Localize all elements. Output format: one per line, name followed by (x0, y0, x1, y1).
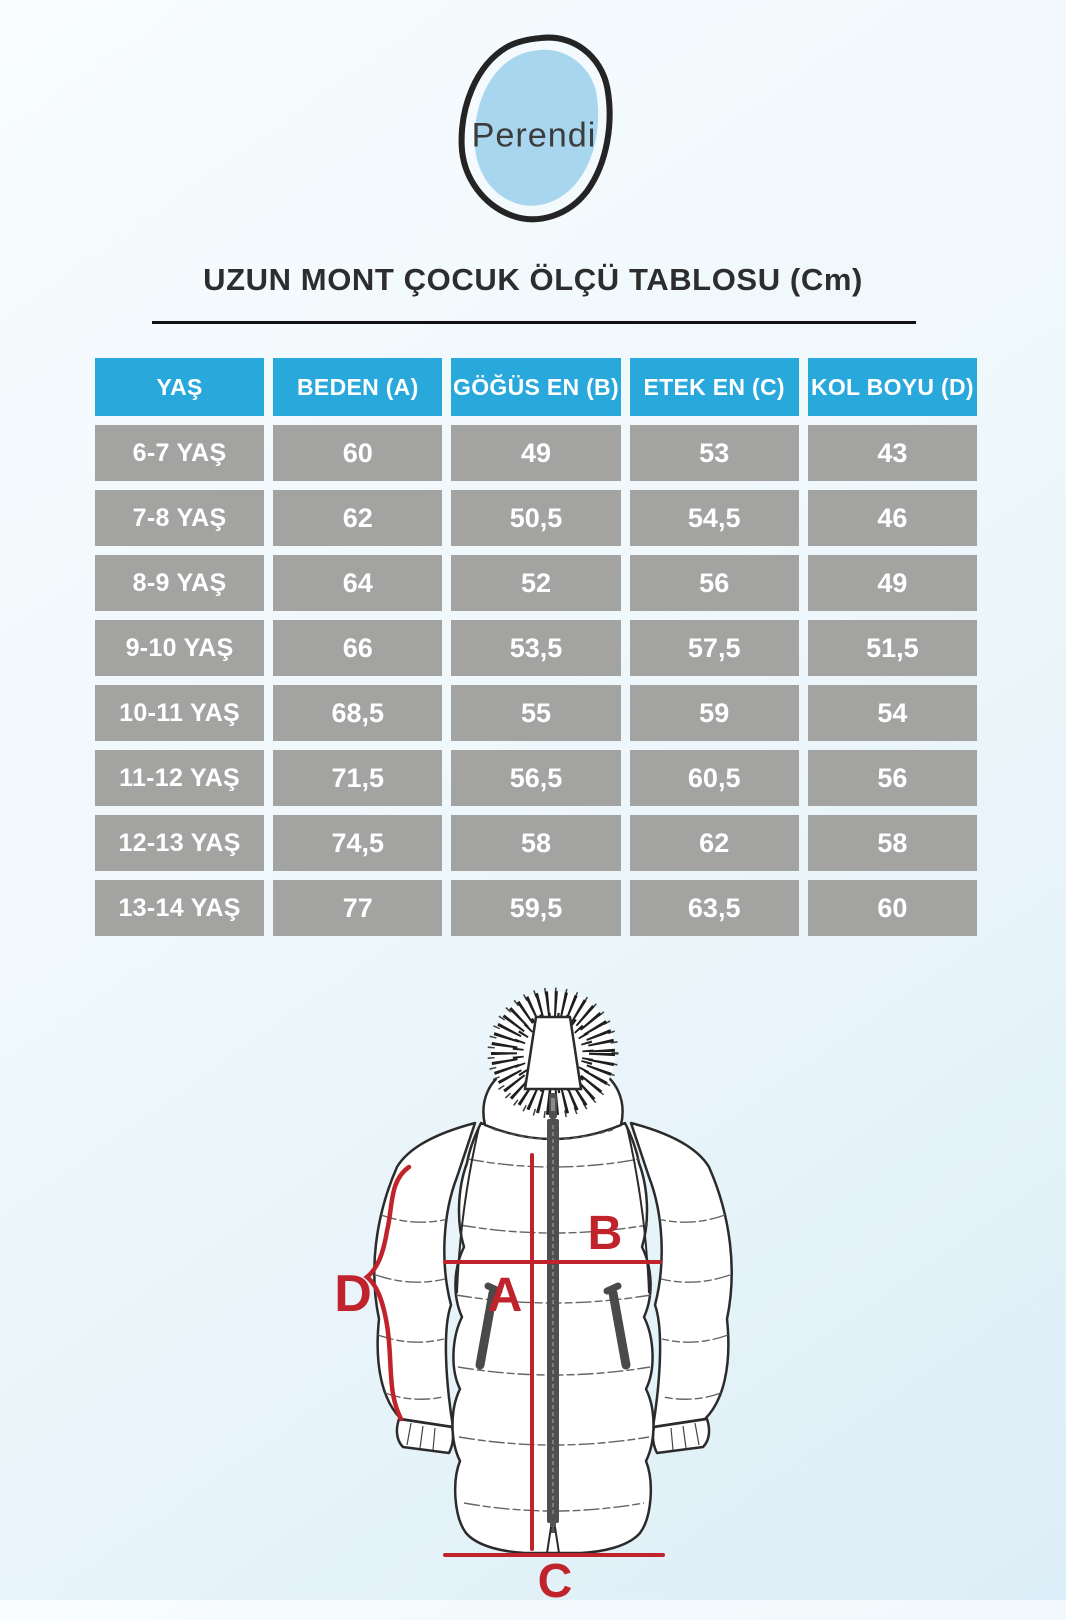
value-cell: 66 (273, 620, 442, 676)
column-header-yas: YAŞ (95, 358, 264, 416)
age-cell: 11-12 YAŞ (95, 750, 264, 806)
column-header-etek: ETEK EN (C) (630, 358, 799, 416)
value-cell: 43 (808, 425, 977, 481)
value-cell: 60 (808, 880, 977, 936)
brand-logo (448, 30, 620, 226)
table-row (95, 490, 977, 546)
value-cell: 49 (808, 555, 977, 611)
age-cell: 8-9 YAŞ (95, 555, 264, 611)
value-cell: 54 (808, 685, 977, 741)
logo-text: Perendi (471, 116, 597, 155)
column-header-gogus: GÖĞÜS EN (B) (451, 358, 620, 416)
table-header-row (95, 358, 977, 416)
table-row (95, 815, 977, 871)
table-row (95, 620, 977, 676)
table-row (95, 425, 977, 481)
column-header-beden: BEDEN (A) (273, 358, 442, 416)
logo-blob (448, 30, 620, 226)
value-cell: 62 (630, 815, 799, 871)
size-table (95, 358, 977, 945)
age-cell: 6-7 YAŞ (95, 425, 264, 481)
value-cell: 50,5 (451, 490, 620, 546)
measure-label-a: A (487, 1269, 523, 1322)
value-cell: 49 (451, 425, 620, 481)
value-cell: 63,5 (630, 880, 799, 936)
value-cell: 74,5 (273, 815, 442, 871)
measure-label-b: B (587, 1207, 623, 1260)
value-cell: 62 (273, 490, 442, 546)
table-row (95, 750, 977, 806)
value-cell: 56,5 (451, 750, 620, 806)
value-cell: 64 (273, 555, 442, 611)
hood-opening (525, 1017, 581, 1089)
pocket-zip-right-tab (607, 1286, 618, 1291)
value-cell: 54,5 (630, 490, 799, 546)
table-row (95, 880, 977, 936)
title-underline (152, 321, 916, 324)
measure-label-d: D (334, 1265, 372, 1323)
value-cell: 55 (451, 685, 620, 741)
value-cell: 53 (630, 425, 799, 481)
zipper (547, 1093, 559, 1553)
table-row (95, 685, 977, 741)
value-cell: 77 (273, 880, 442, 936)
value-cell: 60,5 (630, 750, 799, 806)
value-cell: 53,5 (451, 620, 620, 676)
value-cell: 71,5 (273, 750, 442, 806)
value-cell: 68,5 (273, 685, 442, 741)
value-cell: 51,5 (808, 620, 977, 676)
value-cell: 58 (451, 815, 620, 871)
age-cell: 10-11 YAŞ (95, 685, 264, 741)
value-cell: 59,5 (451, 880, 620, 936)
value-cell: 60 (273, 425, 442, 481)
coat-illustration (313, 975, 773, 1615)
measure-label-c: C (537, 1555, 573, 1608)
page-title: UZUN MONT ÇOCUK ÖLÇÜ TABLOSU (Cm) (203, 262, 863, 297)
value-cell: 46 (808, 490, 977, 546)
age-cell: 7-8 YAŞ (95, 490, 264, 546)
table-row (95, 555, 977, 611)
column-header-kol: KOL BOYU (D) (808, 358, 977, 416)
age-cell: 13-14 YAŞ (95, 880, 264, 936)
value-cell: 58 (808, 815, 977, 871)
value-cell: 56 (808, 750, 977, 806)
value-cell: 56 (630, 555, 799, 611)
age-cell: 9-10 YAŞ (95, 620, 264, 676)
age-cell: 12-13 YAŞ (95, 815, 264, 871)
value-cell: 52 (451, 555, 620, 611)
value-cell: 57,5 (630, 620, 799, 676)
coat-diagram (313, 975, 773, 1615)
value-cell: 59 (630, 685, 799, 741)
